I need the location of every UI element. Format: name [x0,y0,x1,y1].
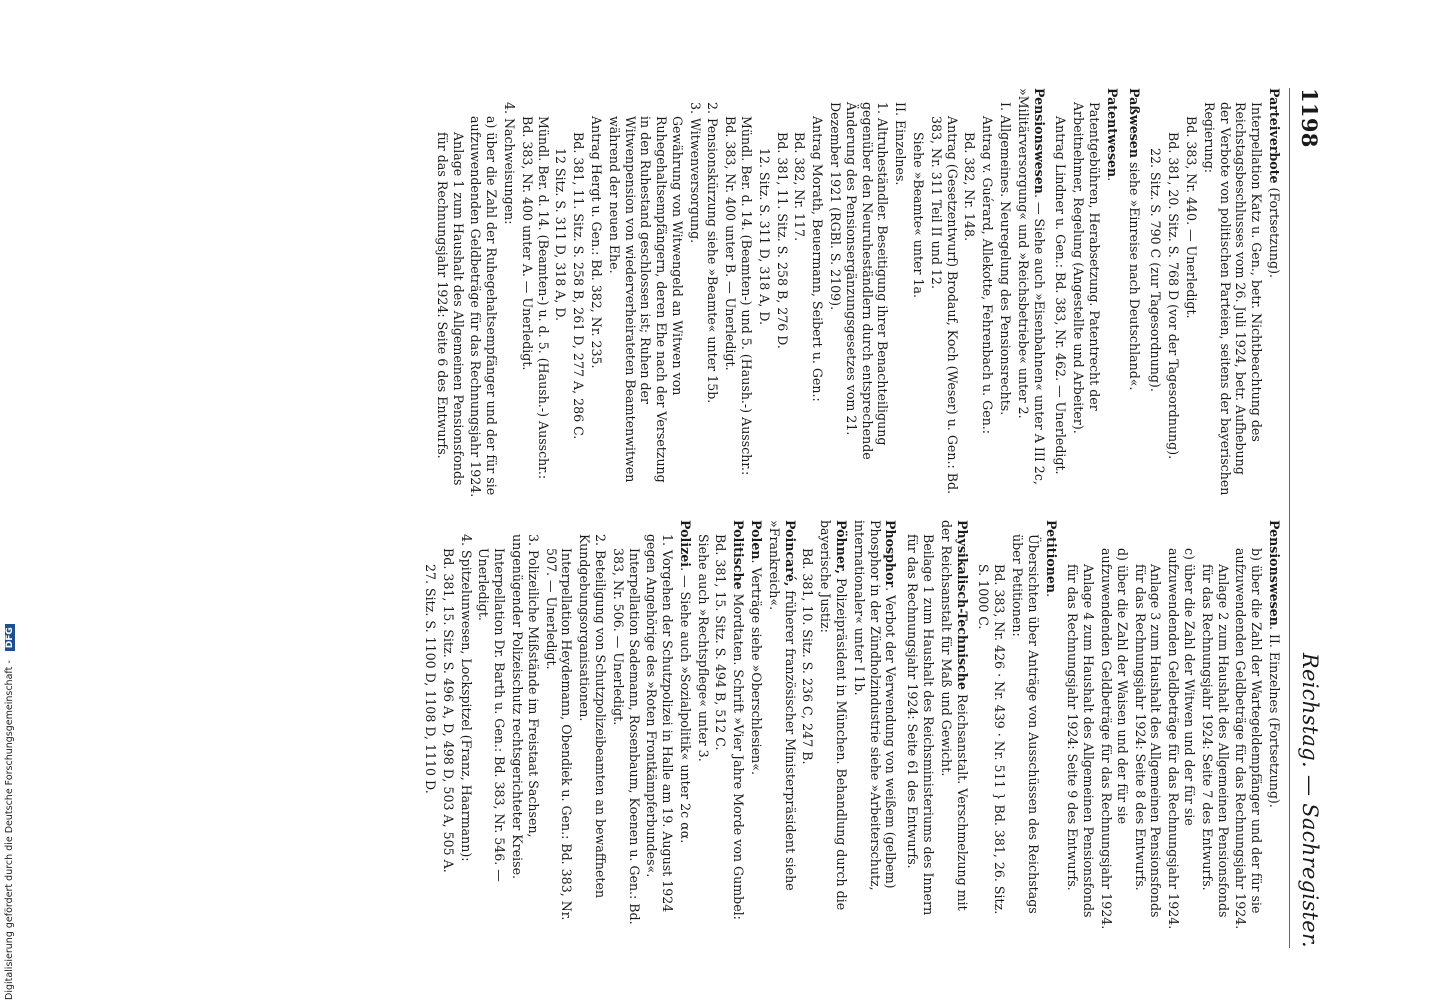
register-entry: Interpellation Sademann, Rosenbaum, Koenen u. Gen.: Bd. 383, Nr. 506. — Unerledigt. [610,548,642,925]
register-entry: Bd. 381, 11. Sitz. S. 258 B, 261 D, 277 A, 286 C. [571,132,587,440]
register-entry: Patentgebühren, Herabsetzung. Patentrecht der Arbeitnehmer, Regelung (Angestellte und Arbeiter). [1071,102,1103,434]
running-head [1294,88,1322,948]
register-entry: Interpellation Heydemann, Obendiek u. Gen.: Bd. 383, Nr. 507. — Unerledigt. [543,548,575,921]
register-entry: Bd. 382, Nr. 117. [792,132,808,242]
page-number: 1198 [1297,88,1322,148]
entry-gap [1142,88,1146,498]
register-entry: c) über die Zahl der Witwen und der für sie aufzuwendenden Geldbeträge für das Rechnungsjahr 1924. [1166,548,1198,930]
register-entry: Antrag Lindner u. Gen.: Bd. 383, Nr. 462. — Unerledigt. [1053,116,1069,475]
register-entry: Gewährung von Witwengeld an Witwen von Ruhegehaltsempfängern, deren Ehe nach der Versetzung in den Ruhestand geschlossen ist; Ruhen der Witwenpension von wiederverheirateten Beamtenwitwen während der neuen Ehe. [606,116,685,483]
register-entry: Bd. 381, 10. Sitz. S. 236 C, 247 B. [800,548,816,765]
register-entry: 1. Altruheständler. Beseitigung ihrer Benachteiligung gegenüber den Neuruheständlern durch entsprechende Änderung des Pensionsergänzungsgesetzes vom 21. Dezember 1921 (RGBl. S. 2109). [828,102,891,460]
register-entry: Pöhner, Polizeipräsident in München. Behandlung durch die bayerische Justiz: [818,520,850,911]
register-entry: Phosphor. Verbot der Verwendung von weißem (gelbem) Phosphor in der Zündholzindustrie siehe »Arbeiterschutz, internationaler« unter I 1b. [851,520,899,891]
register-entry: 1. Vorgehen der Schutzpolizei in Halle am 19. August 1924 gegen Angehörige des »Roten Frontkämpferbundes«. [644,534,676,913]
header-rule [1289,88,1290,948]
register-entry: Siehe auch »Rechtspflege« unter 3. [695,534,711,762]
register-entry: Petitionen. [1043,520,1059,598]
register-entry: Bd. 381, 20. Sitz. S. 768 D (vor der Tagesordnung). [1166,132,1182,460]
register-entry: Anlage 3 zum Haushalt des Allgemeinen Pensionsfonds für das Rechnungsjahr 1924: Seite 8 des Entwurfs. [1132,564,1164,918]
register-entry: Antrag Hergt u. Gen.: Bd. 382, Nr. 235. [588,116,604,369]
register-entry: Patentwesen. [1104,88,1120,182]
register-entry: Antrag v. Guérard, Allekotte, Fehrenbach u. Gen.: [980,116,996,435]
entry-keyword: Politische [731,520,747,590]
register-entry: Siehe »Beamte« unter 1a. [911,132,927,299]
entry-keyword: Petitionen [1043,520,1059,594]
entry-keyword: Physikalisch-Technische [954,520,970,690]
register-entry: Poincaré, früherer französischer Ministerpräsident siehe »Frankreich«. [766,520,798,891]
register-entry: 12 Sitz. S. 311 D, 318 A, D. [553,148,569,322]
register-entry: b) über die Zahl der Wartegeldempfänger und der für sie aufzuwendenden Geldbeträge für das Rechnungsjahr 1924. [1233,548,1265,930]
register-entry: Anlage 4 zum Haushalt des Allgemeinen Pensionsfonds für das Rechnungsjahr 1924: Seite 9 des Entwurfs. [1065,564,1097,918]
register-entry: 3. Polizeiliche Mißstände im Freistaat Sachsen, ungenügender Polizeischutz rechtsgerichteter Kreise. [509,534,541,880]
left-column [432,88,1282,498]
register-entry: Mündl. Ber. d. 14. (Beamten-) und 5. (Haush.-) Ausschr.: Bd. 383, Nr. 400 unter B. — Unerledigt. [723,116,755,476]
register-entry: Interpellation Dr. Barth u. Gen.: Bd. 383, Nr. 546. — Unerledigt. [476,548,508,882]
register-entry: 2. Pensionskürzung siehe »Beamte« unter 15b. [705,102,721,404]
register-entry: Anlage 2 zum Haushalt des Allgemeinen Pensionsfonds für das Rechnungsjahr 1924: Seite 7 des Entwurfs. [1199,564,1231,918]
register-entry: Parteiverbote (Fortsetzung). [1267,88,1282,278]
register-entry: Bd. 381, 15. Sitz. S. 494 B, 512 C. [713,534,729,751]
register-entry: I. Allgemeines. Neuregelung des Pensionsrechts. [998,102,1014,416]
entry-keyword: Parteiverbote [1267,88,1282,184]
register-entry: Bd. 381, 15. Sitz. S. 496 A, D, 498 D, 503 A, 505 A. [440,548,456,873]
dfg-logo: DFG [5,624,15,651]
entry-keyword: Paßwesen [1126,88,1142,158]
register-entry: II. Einzelnes. [893,102,909,186]
register-entry: 22. Sitz. S. 790 C (zur Tagesordnung). [1148,148,1164,392]
register-entry: Polen. Verträge siehe »Oberschlesien«. [749,520,765,775]
register-entry: Anlage 1 zum Haushalt des Allgemeinen Pensionsfonds für das Rechnungsjahr 1924: Seite 6 des Entwurfs. [434,132,466,486]
register-entry: Beilage 1 zum Haushalt des Reichsministeriums des Innern für das Rechnungsjahr 1924: Seite 61 des Entwurfs. [905,534,937,916]
register-entry: Paßwesen siehe »Einreise nach Deutschland«. [1126,88,1142,391]
entry-keyword: Polizei [677,520,693,568]
register-entry: Interpellation Katz u. Gen., betr. Nichtbeachtung des Reichstagsbeschlusses vom 26. Juli 1924, betr. Aufhebung der Verbote von politischen Parteien, seitens der bayerischen Regierung: [1201,102,1265,496]
register-entry: 12. Sitz. S. 311 D, 318 A, D. [756,148,772,326]
register-entry: Politische Mordtaten. Schrift »Vier Jahre Morde von Gumbel: [731,520,747,920]
entry-keyword: Patentwesen [1104,88,1120,178]
credit-text: Digitalisierung gefördert durch die Deutsche Forschungsgemeinschaft - [4,660,15,1000]
register-entry: Bd. 381, 11. Sitz. S. 258 B, 276 D. [774,132,790,349]
register-entry: Physikalisch-Technische Reichsanstalt. Verschmelzung mit der Reichsanstalt für Maß und Gewicht. [938,520,970,911]
entry-keyword: Poincaré, [782,520,798,587]
register-entry: Übersichten über Anträge von Ausschüssen des Reichstags über Petitionen: [1010,534,1041,914]
entry-keyword: Pöhner, [834,520,850,574]
entry-keyword: Pensionswesen [1267,520,1282,626]
entry-gap [1059,520,1063,930]
digitization-credit [4,0,20,1000]
register-entry: d) über die Zahl der Waisen und der für sie aufzuwendenden Geldbeträge für das Rechnungsjahr 1924. [1099,548,1130,930]
register-entry: a) über die Zahl der Ruhegehaltsempfänger und der für sie aufzuwendenden Geldbeträge für das Rechnungsjahr 1924. [468,116,500,498]
register-entry: 27. Sitz. S. 1100 D, 1108 D, 1110 D. [422,564,438,794]
register-entry: Antrag Morath, Beuermann, Seibert u. Gen.: [810,116,826,402]
register-entry: Bd. 383, Nr. 426 · Nr. 439 · Nr. 511 } Bd. 381, 26. Sitz. S. 1000 C. [976,564,1008,915]
register-entry: 4. Spitzelunwesen, Lockspitzel (Franz, Haarmann): [458,534,474,862]
entry-keyword: Polen [749,520,765,560]
right-column [420,520,1282,930]
entry-gap [898,520,902,930]
register-entry: Bd. 382, Nr. 148. [962,132,978,242]
register-entry: 3. Witwenversorgung. [687,102,703,244]
entry-gap [1120,88,1124,498]
entry-keyword: Phosphor [883,520,899,588]
entry-gap [1047,88,1051,498]
register-entry: Pensionswesen. II. Einzelnes (Fortsetzung). [1267,520,1282,808]
register-entry: Bd. 383, Nr. 440. — Unerledigt. [1184,116,1200,319]
entry-gap [970,520,974,930]
register-entry: 2. Beteiligung von Schutzpolizeibeamten an bewaffneten Kundgebungsorganisationen. [577,534,608,899]
register-entry: Mündl. Ber. d. 14. (Beamten-) u. d. 5. (Haush.-) Ausschr.: Bd. 383, Nr. 400 unter A. — Unerledigt. [519,116,551,480]
register-entry: 4. Nachweisungen: [501,102,517,225]
register-entry: Pensionswesen. — Siehe auch »Eisenbahnen« unter A III 2c, »Militärversorgung« und »Reichsbetriebe« unter 2. [1015,88,1047,485]
register-entry: Polizei. — Siehe auch »Sozialpolitik« unter 2c αα. [677,520,693,844]
running-title: Reichstag. — Sachregister. [1298,652,1322,948]
entry-keyword: Pensionswesen [1031,88,1047,194]
register-entry: Antrag (Gesetzentwurf) Brodauf, Koch (Weser) u. Gen.: Bd. 383, Nr. 311 Teil II und 12. [928,116,960,495]
